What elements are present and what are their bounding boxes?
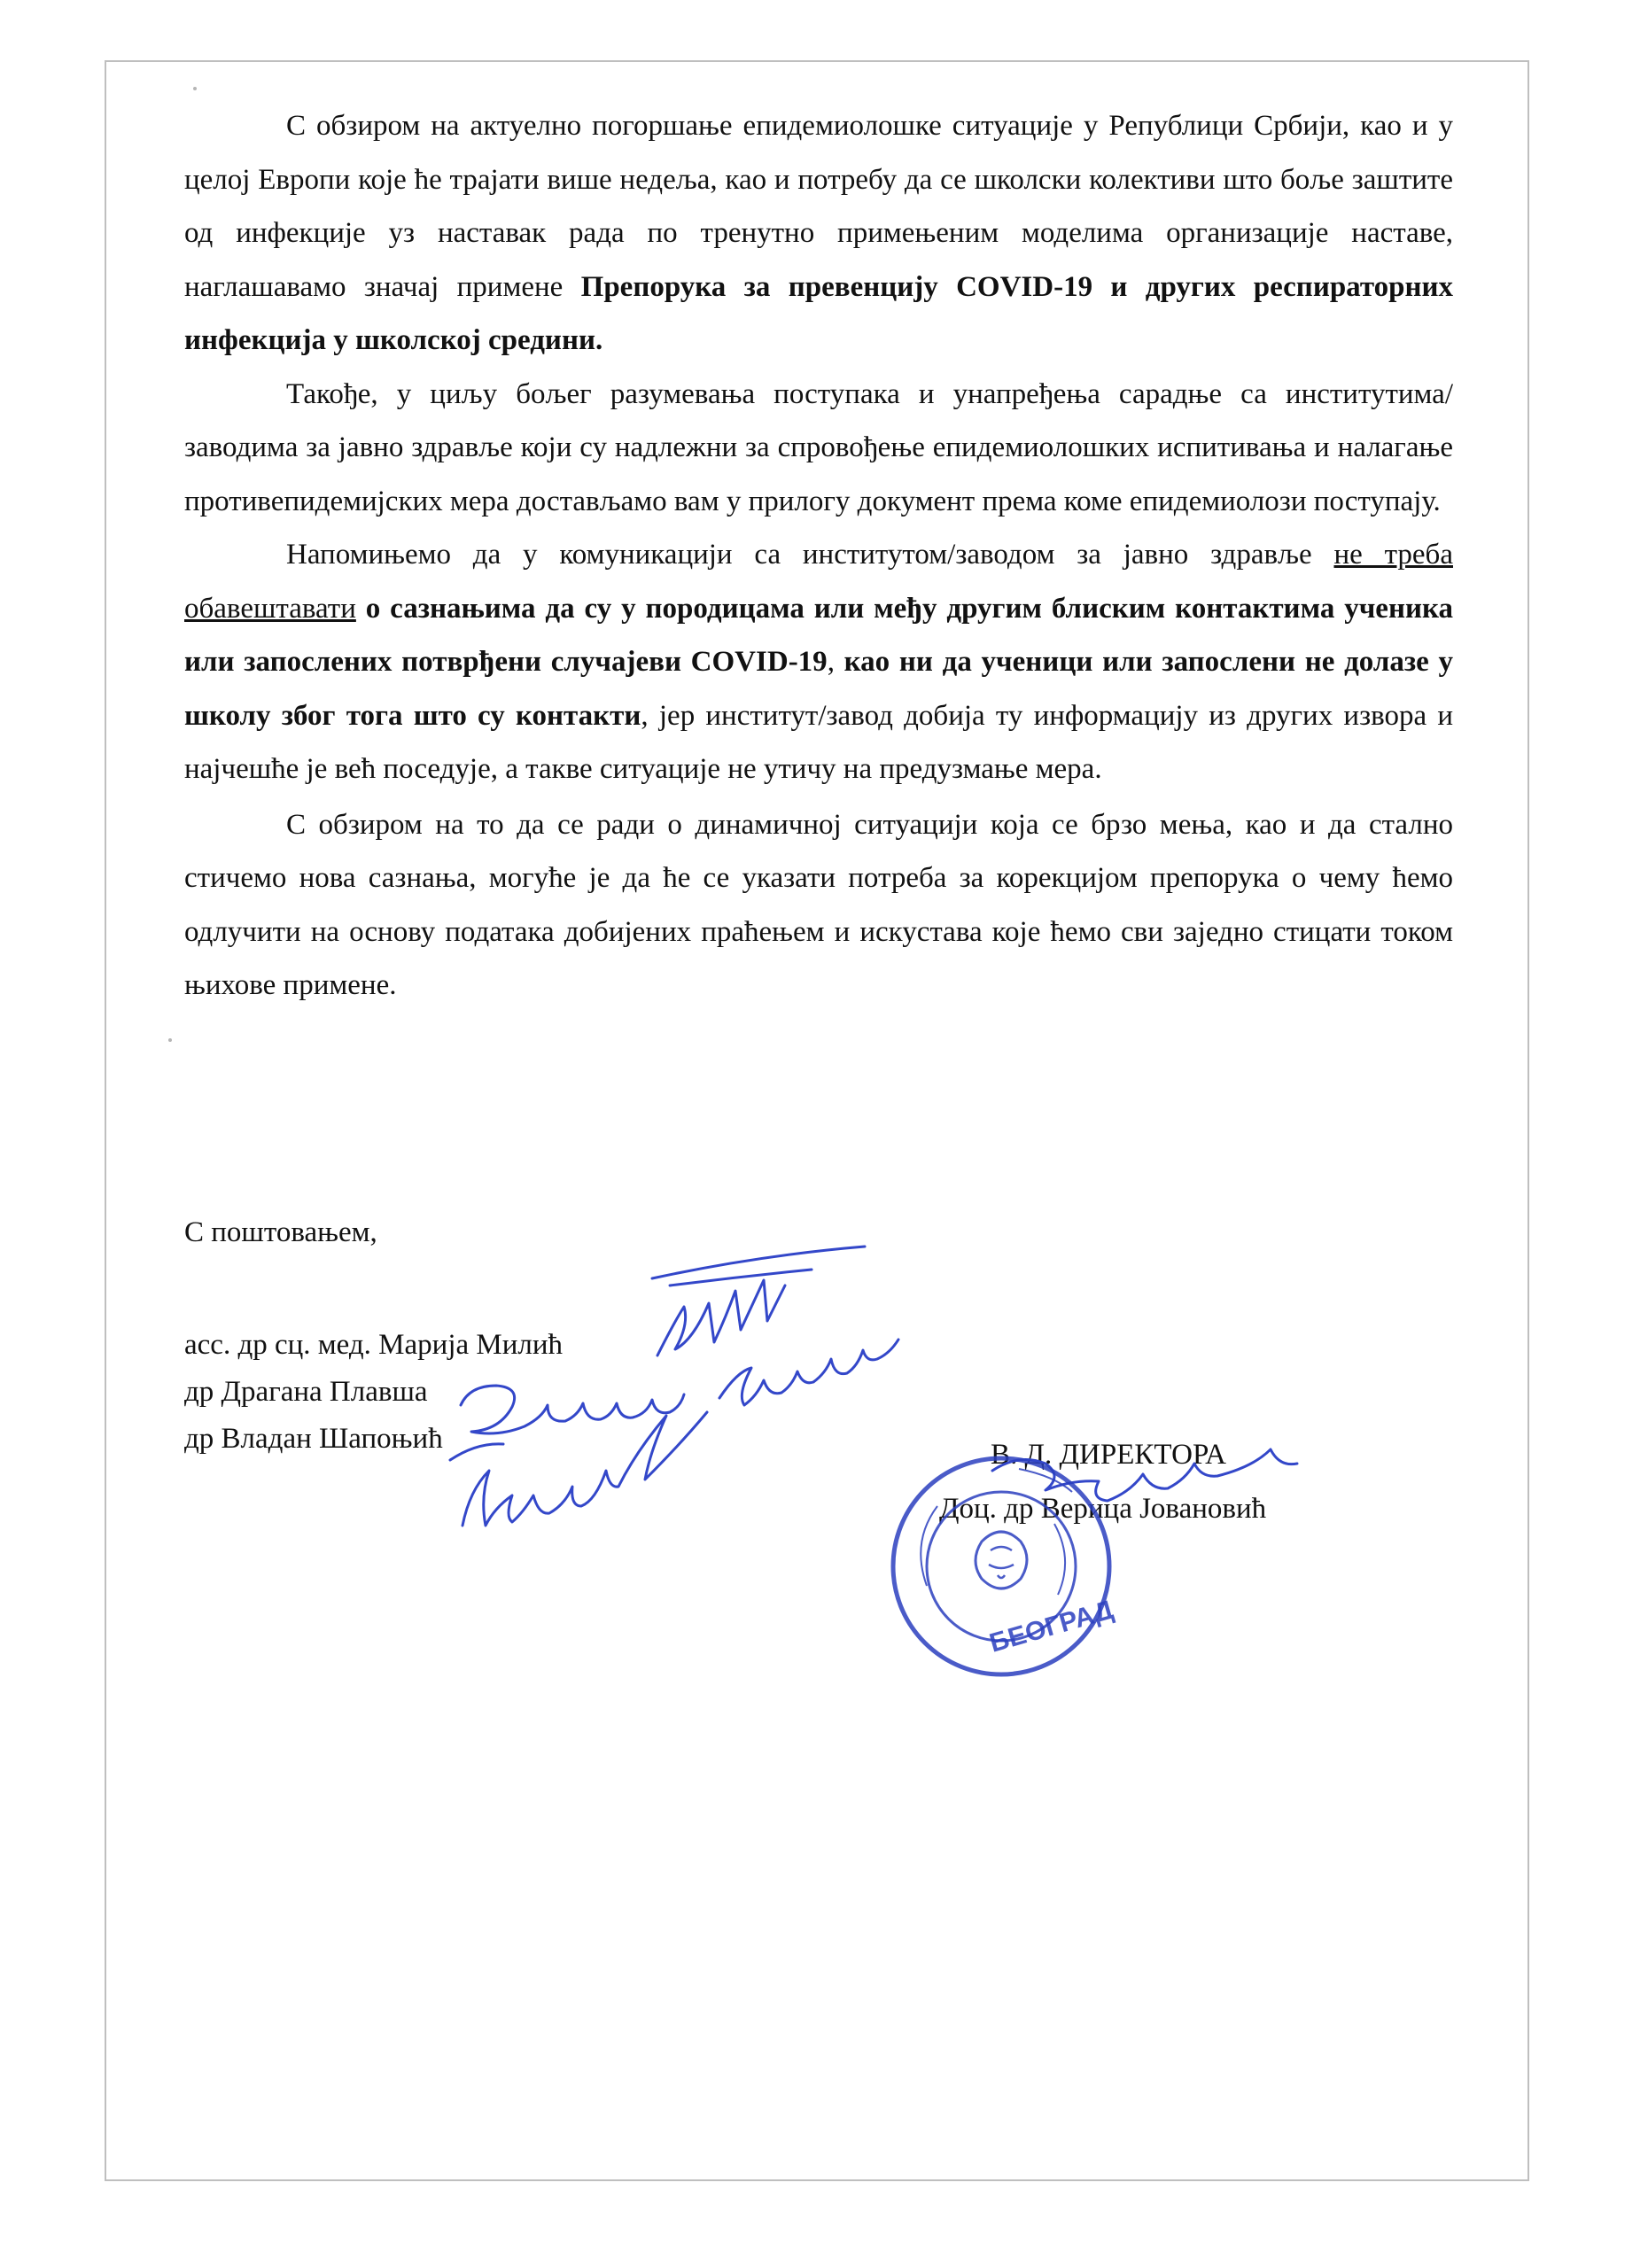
paragraph-2: Такође, у циљу бољег разумевања поступака и унапређења сарадње са институтима/заводима за јавно здравље који су надлежни за спровођење епидемиолошких испитивања и налагање противепидемијских мера достављамо вам у прилогу документ према коме епидемиолози поступају. [184, 377, 1453, 517]
director-name: Доц. др Верица Јовановић [939, 1493, 1267, 1525]
signers-list [184, 1322, 563, 1463]
signer-name: асс. др сц. мед. Марија Милић [184, 1329, 564, 1361]
separator-text: , [827, 646, 844, 678]
scan-speck [168, 1038, 172, 1042]
paragraph-1-text: С обзиром на актуелно погоршање епидемиолошке ситуације у Републици Србији, као и у целој Европи које ће трајати више недеља, као и потребу да се школски колективи што боље заштите од инфекције уз наставак рада по тренутно примењеним моделима организације наставе, наглашавамо значај примене [184, 110, 1453, 303]
director-title: В. Д. ДИРЕКТОРА [991, 1439, 1226, 1471]
letter-body [184, 99, 1453, 1013]
paragraph-1 [184, 99, 1453, 368]
paragraph-3 [184, 528, 1453, 796]
scan-speck [193, 87, 197, 90]
paragraph-3-text: Напомињемо да у комуникацији са институтом/заводом за јавно здравље [286, 539, 1334, 571]
signer-name: др Владан Шапоњић [184, 1423, 443, 1455]
signer-name: др Драгана Плавша [184, 1376, 428, 1408]
emphasis-contacts: о сазнањима да су у породицама или међу другим блиским контактима ученика или запослених потврђени случајеви COVID-19 [184, 592, 1453, 678]
recommendations-title: Препорука за превенцију COVID-19 и других респираторних инфекција у школској средини. [184, 270, 1453, 356]
closing-greeting: С поштовањем, [184, 1216, 377, 1248]
paragraph-4: С обзиром на то да се ради о динамичној ситуацији која се брзо мења, као и да стално стичемо нова сазнања, могуће је да ће се указати потреба за корекцијом препорука о чему ћемо одлучити на основу података добијених праћењем и искустава које ћемо сви заједно стицати током њихове примене. [184, 808, 1453, 1001]
stamp-city: БЕОГРАД [986, 1595, 1117, 1658]
emphasis-absence: као ни да ученици или запослени не долазе у школу због тога што су контакти [184, 646, 1453, 732]
underlined-phrase: не треба обавештавати [184, 539, 1453, 625]
paragraph-3-tail: , јер институт/завод добија ту информацију из других извора и најчешће је већ поседује, а такве ситуације не утичу на предузмање мера. [184, 699, 1453, 785]
